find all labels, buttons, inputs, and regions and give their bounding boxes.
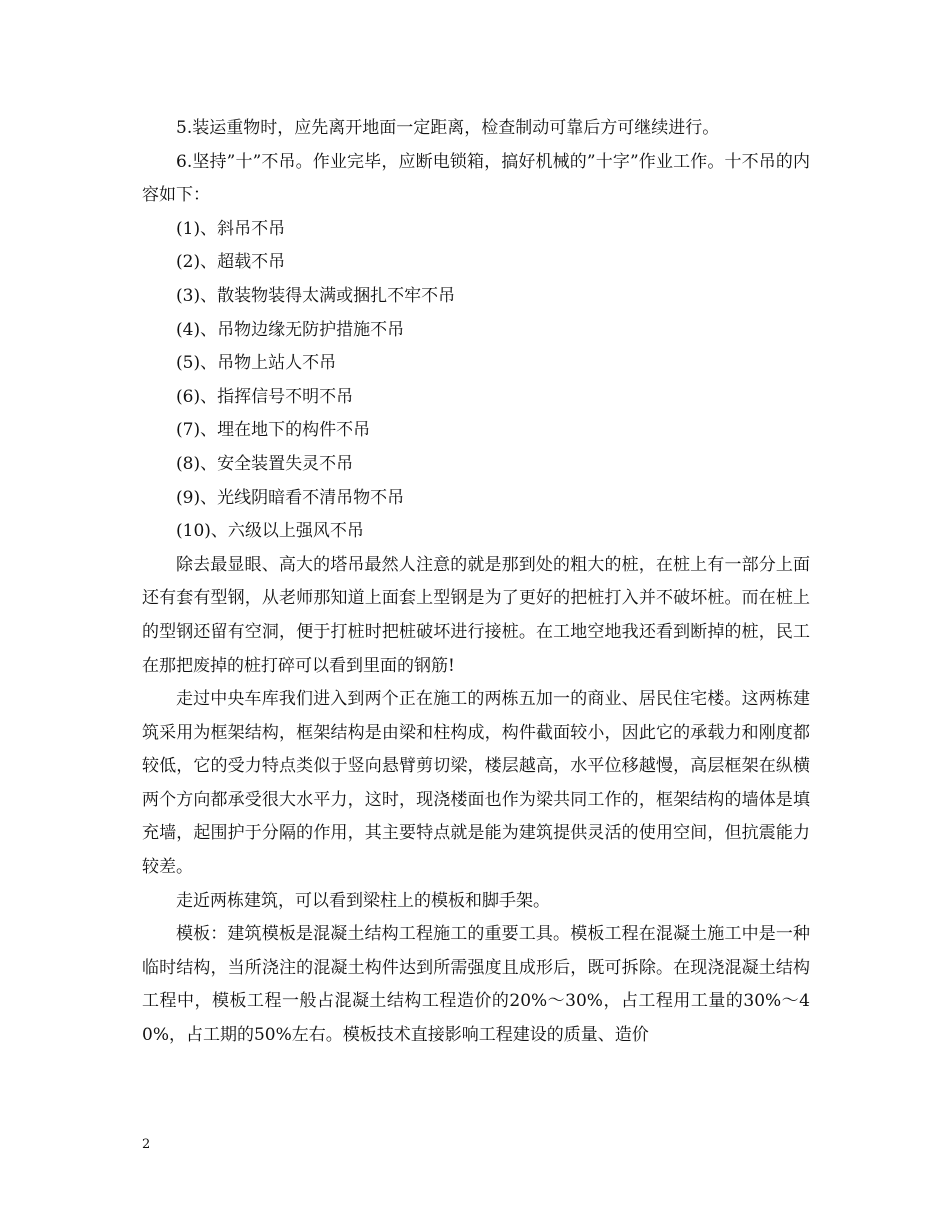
list-item-4: (4)、吊物边缘无防护措施不吊 (176, 319, 405, 340)
paragraph-formwork: 模板：建筑模板是混凝土结构工程施工的重要工具。模板工程在混凝土施工中是一种临时结构，当所浇注的混凝土构件达到所需强度且成形后，既可拆除。在现浇混凝土结构工程中，模板工程一般占混凝土结构工程造价的20%～30%，占工程用工量的30%～40%，占工期的50%左右。模板技术直接影响工程建设的质量、造价 (142, 924, 810, 1046)
paragraph-frame-structure: 走过中央车库我们进入到两个正在施工的两栋五加一的商业、居民住宅楼。这两栋建筑采用为框架结构，框架结构是由梁和柱构成，构件截面较小，因此它的承载力和刚度都较低，它的受力特点类似于竖向悬臂剪切梁，楼层越高，水平位移越慢，高层框架在纵横两个方向都承受很大水平力，这时，现浇楼面也作为梁共同工作的，框架结构的墙体是填充墙，起围护于分隔的作用，其主要特点就是能为建筑提供灵活的使用空间，但抗震能力较差。 (142, 689, 810, 878)
paragraph-lifting-rule-5: 5.装运重物时，应先离开地面一定距离，检查制动可靠后方可继续进行。 (176, 118, 720, 138)
list-item-3: (3)、散装物装得太满或捆扎不牢不吊 (176, 285, 456, 306)
list-item-5: (5)、吊物上站人不吊 (176, 353, 337, 374)
body-text (142, 112, 810, 1053)
paragraph-formwork-intro: 走近两栋建筑，可以看到梁柱上的模板和脚手架。 (176, 890, 550, 911)
page-number: 2 (142, 1137, 151, 1152)
list-item-10: (10)、六级以上强风不吊 (176, 521, 364, 542)
paragraph-lifting-rule-6: 6.坚持”十”不吊。作业完毕，应断电锁箱，搞好机械的”十字”作业工作。十不吊的内容如下： (142, 151, 810, 206)
list-item-9: (9)、光线阴暗看不清吊物不吊 (176, 487, 405, 508)
list-item-6: (6)、指挥信号不明不吊 (176, 386, 354, 407)
list-item-8: (8)、安全装置失灵不吊 (176, 453, 354, 474)
list-item-7: (7)、埋在地下的构件不吊 (176, 420, 371, 441)
list-item-2: (2)、超载不吊 (176, 252, 286, 273)
list-item-1: (1)、斜吊不吊 (176, 218, 286, 239)
paragraph-piles: 除去最显眼、高大的塔吊最然人注意的就是那到处的粗大的桩，在桩上有一部分上面还有套有型钢，从老师那知道上面套上型钢是为了更好的把桩打入并不破坏桩。而在桩上的型钢还留有空洞，便于打桩时把桩破坏进行接桩。在工地空地我还看到断掉的桩，民工在那把废掉的桩打碎可以看到里面的钢筋! (142, 554, 810, 676)
